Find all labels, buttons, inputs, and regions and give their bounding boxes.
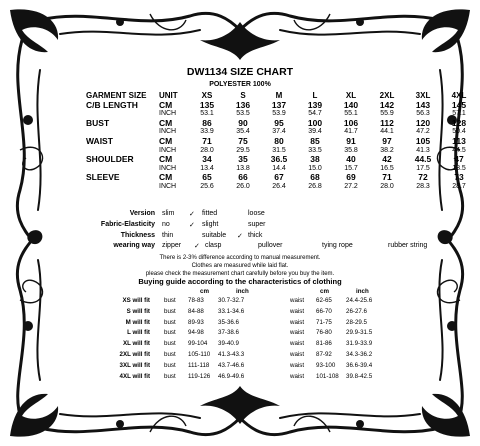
- unit-cm: CM: [159, 135, 173, 146]
- guide-bust-cm: 105-110: [188, 351, 211, 358]
- value-cm: 105: [415, 135, 431, 146]
- guide-waist-cm: 66-70: [316, 307, 332, 315]
- attr-label-elasticity: Fabric-Elasticity: [100, 221, 155, 228]
- table-row: [86, 155, 477, 165]
- unit-inch: INCH: [159, 128, 177, 136]
- value-cm: 112: [380, 117, 394, 128]
- guide-col-cm: cm: [320, 288, 329, 295]
- value-inch: 53.9: [272, 110, 286, 118]
- guide-bust-label: bust: [164, 307, 176, 315]
- value-cm: 136: [235, 99, 251, 110]
- row-label: WAIST: [86, 135, 113, 146]
- value-inch: 47.2: [416, 128, 430, 136]
- table-row: [86, 137, 477, 147]
- value-inch: 13.8: [236, 164, 250, 172]
- guide-bust-inch: 43.7-46.6: [218, 361, 245, 369]
- value-inch: 15.0: [308, 164, 322, 172]
- attr-option-version: slim: [162, 210, 175, 217]
- value-inch: 29.5: [236, 146, 250, 154]
- value-cm: 40: [346, 154, 356, 165]
- value-inch: 28.0: [380, 182, 394, 190]
- note-difference: There is 2-3% difference according to manual measurement.: [159, 255, 321, 261]
- value-inch: 35.4: [236, 128, 250, 136]
- attr-option-version: loose: [248, 210, 265, 217]
- value-inch: 14.4: [272, 164, 286, 172]
- unit-inch: INCH: [159, 110, 177, 118]
- guide-bust-cm: 99-104: [188, 340, 208, 348]
- header-cell: GARMENT SIZE: [86, 91, 147, 100]
- value-cm: 72: [418, 172, 428, 183]
- value-inch: 53.1: [200, 110, 214, 118]
- value-cm: 65: [202, 172, 212, 183]
- value-inch: 44.1: [380, 128, 394, 136]
- guide-waist-label: waist: [290, 361, 305, 369]
- value-inch: 57.1: [452, 110, 466, 118]
- guide-waist-cm: 62-65: [316, 297, 332, 304]
- guide-waist-cm: 87-92: [316, 351, 332, 358]
- value-inch: 33.9: [200, 128, 214, 136]
- attr-option-thickness: thick: [248, 232, 263, 239]
- guide-col-inch: inch: [356, 288, 369, 295]
- guide-waist-inch: 31.9-33.9: [346, 340, 373, 348]
- value-cm: 140: [343, 99, 359, 110]
- value-cm: 68: [310, 172, 320, 183]
- guide-waist-inch: 29.9-31.5: [346, 329, 373, 337]
- value-inch: 33.5: [308, 146, 322, 154]
- attr-option-elasticity: super: [248, 221, 266, 228]
- size-table: [86, 91, 477, 192]
- value-inch: 26.8: [308, 182, 322, 190]
- attr-option-elasticity: slight: [202, 221, 219, 228]
- value-cm: 91: [346, 135, 356, 146]
- guide-waist-label: waist: [290, 351, 305, 358]
- guide-waist-inch: 39.8-42.5: [346, 372, 373, 380]
- value-cm: 38: [310, 154, 320, 165]
- guide-waist-inch: 34.3-36.2: [346, 351, 373, 358]
- value-cm: 35: [238, 154, 248, 165]
- value-inch: 28.0: [200, 146, 214, 154]
- value-cm: 44.5: [414, 154, 432, 165]
- value-inch: 54.7: [308, 110, 322, 118]
- value-inch: 39.4: [308, 128, 322, 136]
- value-inch: 44.5: [452, 146, 466, 154]
- unit-cm: CM: [159, 172, 173, 183]
- table-row: [86, 173, 477, 183]
- note-check-chart: please check the measurement chart carefully before you buy the item.: [145, 271, 335, 277]
- value-cm: 139: [307, 99, 323, 110]
- value-cm: 85: [310, 135, 320, 146]
- value-cm: 106: [343, 117, 359, 128]
- checkmark-icon: ✓: [189, 222, 195, 229]
- value-cm: 145: [451, 99, 467, 110]
- unit-cm: CM: [159, 117, 173, 128]
- value-cm: 69: [346, 172, 356, 183]
- value-inch: 15.7: [344, 164, 358, 172]
- note-measured-flat: Clothes are measured while laid flat.: [191, 263, 289, 269]
- attr-option-wearing: zipper: [162, 242, 182, 249]
- unit-inch: INCH: [159, 164, 177, 172]
- guide-bust-label: bust: [164, 297, 176, 304]
- value-cm: 142: [379, 99, 395, 110]
- value-inch: 28.3: [416, 182, 430, 190]
- value-inch: 37.4: [272, 128, 286, 136]
- value-inch: 25.6: [200, 182, 214, 190]
- value-cm: 80: [274, 135, 284, 146]
- guide-waist-label: waist: [290, 307, 305, 315]
- table-row: [86, 119, 477, 129]
- guide-bust-inch: 46.9-49.6: [218, 372, 245, 380]
- guide-waist-cm: 71-75: [316, 318, 332, 326]
- attr-option-wearing: tying rope: [322, 242, 353, 249]
- value-cm: 143: [415, 99, 431, 110]
- checkmark-icon: ✓: [189, 211, 195, 218]
- value-inch: 35.8: [344, 146, 358, 154]
- material-subtitle: POLYESTER 100%: [209, 81, 271, 88]
- unit-inch: INCH: [159, 146, 177, 154]
- value-inch: 53.5: [236, 110, 250, 118]
- buying-guide-title: Buying guide according to the characteristics of clothing: [138, 277, 342, 286]
- header-cell: L: [312, 91, 318, 100]
- guide-size-label: M will fit: [125, 318, 150, 326]
- attr-option-wearing: rubber string: [388, 242, 428, 249]
- value-cm: 137: [271, 99, 287, 110]
- attr-option-elasticity: no: [162, 221, 170, 228]
- value-inch: 27.2: [344, 182, 358, 190]
- guide-size-label: XL will fit: [122, 340, 150, 348]
- value-inch: 18.5: [452, 164, 466, 172]
- guide-bust-label: bust: [164, 340, 176, 348]
- header-cell: XS: [201, 91, 213, 100]
- header-cell: 2XL: [379, 91, 395, 100]
- value-cm: 71: [382, 172, 392, 183]
- header-cell: 4XL: [451, 91, 467, 100]
- guide-bust-inch: 39-40.9: [218, 340, 239, 348]
- guide-bust-inch: 35-36.6: [218, 318, 239, 326]
- value-inch: 13.4: [200, 164, 214, 172]
- checkmark-icon: ✓: [194, 243, 200, 250]
- value-cm: 67: [274, 172, 284, 183]
- header-cell: XL: [345, 91, 357, 100]
- guide-size-label: 4XL will fit: [119, 372, 150, 380]
- guide-bust-cm: 78-83: [188, 297, 204, 304]
- guide-bust-label: bust: [164, 372, 176, 380]
- attr-option-wearing: clasp: [205, 242, 222, 249]
- guide-waist-label: waist: [290, 329, 305, 337]
- value-inch: 28.7: [452, 182, 466, 190]
- header-cell: M: [275, 91, 283, 100]
- guide-bust-cm: 89-93: [188, 318, 204, 326]
- guide-waist-label: waist: [290, 318, 305, 326]
- row-label: SLEEVE: [86, 172, 120, 183]
- guide-bust-inch: 33.1-34.6: [218, 307, 245, 315]
- row-label: BUST: [86, 117, 110, 128]
- row-label: C/B LENGTH: [86, 99, 138, 110]
- attr-label-version: Version: [129, 210, 155, 217]
- guide-bust-cm: 94-98: [188, 329, 204, 337]
- guide-col-inch: inch: [236, 288, 249, 295]
- guide-size-label: S will fit: [126, 307, 150, 315]
- value-cm: 128: [451, 117, 467, 128]
- guide-waist-inch: 24.4-25.6: [346, 297, 373, 304]
- value-inch: 17.5: [416, 164, 430, 172]
- guide-bust-label: bust: [164, 318, 176, 326]
- guide-waist-label: waist: [290, 297, 305, 304]
- header-cell: 3XL: [415, 91, 431, 100]
- value-cm: 66: [238, 172, 248, 183]
- value-inch: 56.3: [416, 110, 430, 118]
- guide-waist-label: waist: [290, 340, 305, 348]
- guide-size-label: 2XL will fit: [119, 351, 150, 358]
- guide-bust-label: bust: [164, 329, 176, 337]
- row-label: SHOULDER: [86, 154, 134, 165]
- guide-col-cm: cm: [200, 288, 209, 295]
- guide-bust-inch: 37-38.6: [218, 329, 239, 337]
- value-inch: 38.2: [380, 146, 394, 154]
- header-cell: UNIT: [159, 91, 178, 100]
- attr-option-wearing: pullover: [258, 242, 283, 249]
- value-cm: 75: [238, 135, 248, 146]
- value-cm: 36.5: [270, 154, 288, 165]
- table-row: [86, 101, 477, 111]
- unit-inch: INCH: [159, 182, 177, 190]
- row-label-blank: [86, 183, 159, 192]
- guide-waist-cm: 93-100: [316, 361, 336, 369]
- checkmark-icon: ✓: [237, 233, 243, 240]
- guide-waist-label: waist: [290, 372, 305, 380]
- value-cm: 113: [452, 135, 466, 146]
- guide-bust-cm: 111-118: [188, 361, 210, 369]
- value-inch: 55.1: [344, 110, 358, 118]
- guide-waist-cm: 101-108: [316, 372, 339, 380]
- guide-waist-cm: 81-86: [316, 340, 332, 348]
- value-cm: 42: [382, 154, 392, 165]
- value-cm: 86: [202, 117, 212, 128]
- value-cm: 90: [238, 117, 248, 128]
- table-row: [86, 183, 477, 192]
- value-cm: 95: [274, 117, 284, 128]
- guide-bust-inch: 41.3-43.3: [218, 351, 245, 358]
- attr-option-version: fitted: [202, 210, 218, 217]
- value-inch: 31.5: [272, 146, 286, 154]
- value-cm: 97: [382, 135, 392, 146]
- guide-size-label: L will fit: [127, 329, 150, 337]
- value-inch: 41.3: [416, 146, 430, 154]
- value-cm: 100: [307, 117, 323, 128]
- value-cm: 73: [454, 172, 464, 183]
- value-inch: 50.4: [452, 128, 466, 136]
- guide-waist-cm: 76-80: [316, 329, 332, 337]
- header-cell: S: [240, 91, 246, 100]
- guide-size-label: 3XL will fit: [119, 361, 150, 369]
- value-cm: 34: [202, 154, 212, 165]
- value-inch: 26.0: [236, 182, 250, 190]
- value-inch: 26.4: [272, 182, 286, 190]
- value-inch: 55.9: [380, 110, 394, 118]
- value-inch: 41.7: [344, 128, 358, 136]
- value-cm: 71: [202, 135, 212, 146]
- guide-bust-cm: 119-126: [188, 372, 211, 380]
- value-cm: 135: [199, 99, 215, 110]
- attr-label-wearing: wearing way: [113, 242, 155, 249]
- guide-bust-cm: 84-88: [188, 307, 204, 315]
- chart-title: DW1134 SIZE CHART: [186, 66, 294, 78]
- value-cm: 47: [454, 154, 464, 165]
- attr-option-thickness: thin: [162, 232, 174, 239]
- unit-cm: CM: [159, 154, 173, 165]
- attr-option-thickness: suitable: [202, 232, 227, 239]
- value-inch: 16.5: [380, 164, 394, 172]
- guide-bust-inch: 30.7-32.7: [218, 297, 245, 304]
- guide-size-label: XS will fit: [122, 297, 150, 304]
- unit-cm: CM: [159, 99, 173, 110]
- guide-waist-inch: 28-29.5: [346, 318, 367, 326]
- attr-label-thickness: Thickness: [120, 232, 155, 239]
- value-cm: 120: [415, 117, 431, 128]
- guide-waist-inch: 26-27.6: [346, 307, 367, 315]
- guide-waist-inch: 36.6-39.4: [346, 361, 373, 369]
- guide-bust-label: bust: [164, 361, 176, 369]
- guide-bust-label: bust: [164, 351, 176, 358]
